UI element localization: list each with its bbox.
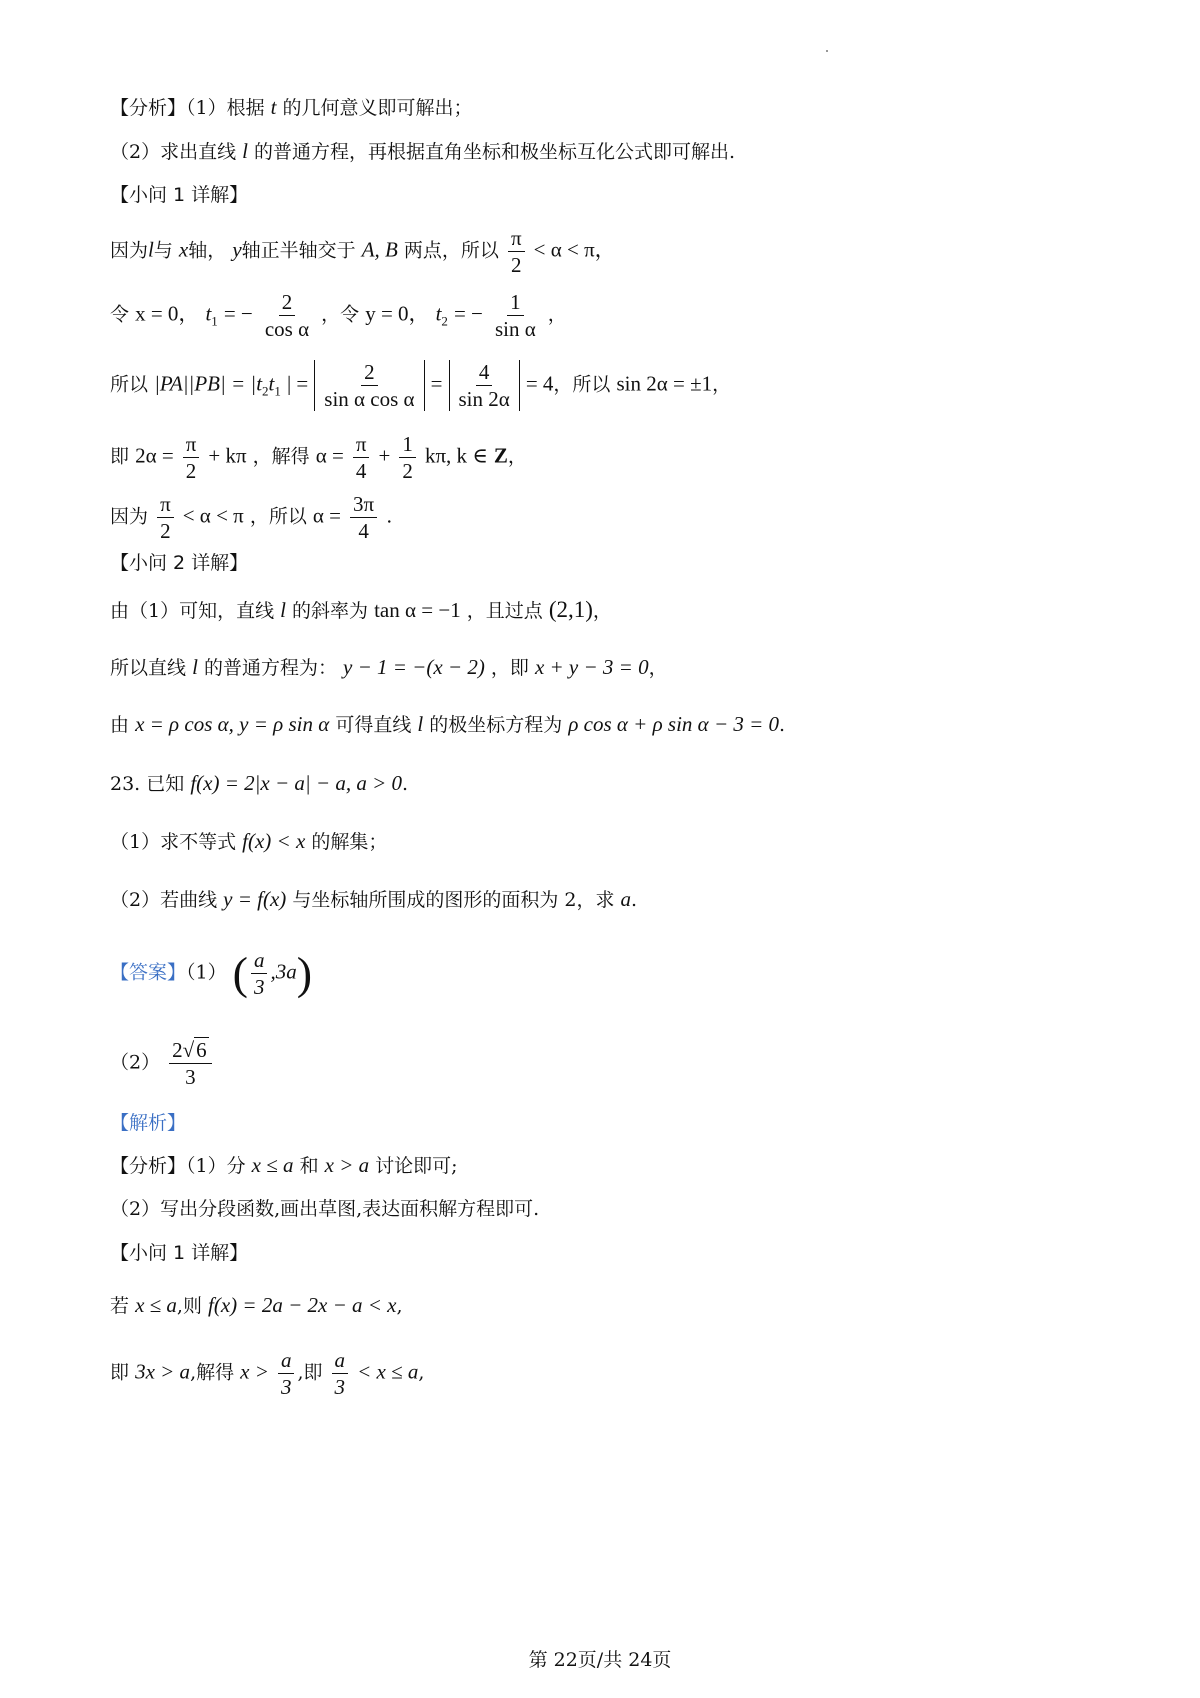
analysis-line-1 — [110, 92, 473, 123]
text: ， — [547, 303, 567, 326]
math-expr: x = 0， — [135, 301, 200, 326]
text: 与 — [153, 239, 173, 262]
text: ，解得 — [252, 445, 310, 468]
math-t: t — [435, 301, 442, 326]
text: ,解得 — [190, 1361, 235, 1384]
math-x: x — [178, 237, 189, 262]
math-t: t — [268, 371, 275, 396]
radicand: 6 — [196, 1038, 207, 1062]
text: . — [779, 714, 786, 736]
text: （1）求不等式 — [110, 831, 237, 853]
denominator: 3 — [185, 1065, 196, 1090]
math-expr: α = — [315, 443, 344, 468]
text: ， — [648, 657, 668, 679]
denominator: 4 — [355, 459, 367, 484]
denominator: cos α — [264, 317, 310, 342]
numerator: 3π — [350, 492, 377, 518]
fraction — [456, 360, 513, 411]
math-a: a — [620, 887, 632, 911]
text: 与坐标轴所围成的图形的面积为 2，求 — [292, 889, 615, 911]
analysis2-line-2: （2）写出分段函数,画出草图,表达面积解方程即可. — [110, 1198, 540, 1220]
subscript: 2 — [441, 313, 448, 329]
text: 轴正半轴交于 — [241, 239, 356, 262]
fraction — [169, 1038, 212, 1089]
math-expr: sin 2α = ±1 — [616, 371, 713, 396]
analysis-tag: 【分析】 — [110, 97, 187, 119]
math-expr: = 4 — [525, 371, 554, 396]
text: . — [631, 889, 638, 911]
text: ，即 — [490, 657, 529, 679]
denominator: sin 2α — [458, 387, 510, 412]
math-expr: x > a — [324, 1153, 370, 1177]
math-expr: < α < π — [182, 503, 244, 528]
math-expr: 3x > a — [135, 1359, 191, 1384]
scan-dot — [826, 50, 828, 52]
fraction — [508, 226, 525, 277]
subquestion-2-heading: 【小问 2 详解】 — [110, 552, 249, 574]
solution-line-4 — [110, 226, 616, 277]
solution-line-10 — [110, 595, 612, 626]
coef: 2 — [172, 1038, 183, 1062]
math-expr: f(x) < x — [242, 829, 306, 853]
subscript: 1 — [274, 383, 281, 399]
math-expr: f(x) = 2a − 2x − a < x — [208, 1293, 397, 1317]
numerator: 2√6 — [169, 1038, 212, 1064]
text: （2）求出直线 — [110, 141, 237, 163]
text: . — [402, 773, 409, 795]
math-expr: x = ρ cos α, y = ρ sin α — [135, 712, 330, 736]
fraction — [350, 492, 377, 543]
right-paren: ) — [296, 947, 313, 999]
text: 可得直线 — [335, 714, 412, 736]
math-expr: = − — [223, 301, 253, 326]
text: 若 — [110, 1295, 130, 1317]
numerator: π — [353, 432, 370, 458]
solution-line-7 — [110, 432, 527, 483]
numerator: 4 — [476, 360, 493, 386]
text: 所以 — [110, 373, 149, 396]
math-ab: A, B — [361, 237, 398, 262]
subquestion-1-heading-b: 【小问 1 详解】 — [110, 1242, 249, 1264]
denominator: 4 — [358, 519, 369, 544]
denominator: 2 — [185, 459, 197, 484]
text: , — [396, 1295, 403, 1317]
denominator: 2 — [402, 459, 413, 484]
numerator: π — [157, 492, 174, 518]
numerator: π — [508, 226, 525, 252]
numerator: 2 — [361, 360, 378, 386]
math-expr: + kπ — [208, 443, 247, 468]
text: ， — [507, 445, 527, 468]
numerator: 2 — [279, 290, 296, 316]
text: 的普通方程为： — [203, 657, 337, 679]
text: （2） — [110, 1051, 161, 1074]
fraction — [321, 360, 417, 411]
text: 令 — [110, 303, 130, 326]
math-expr: ρ cos α + ρ sin α − 3 = 0 — [568, 712, 780, 736]
text: 两点，所以 — [403, 239, 499, 262]
text: 由 — [110, 714, 130, 736]
solution-line-6 — [110, 360, 731, 411]
math-expr: 2α = — [135, 443, 174, 468]
subscript: 1 — [211, 313, 218, 329]
text: ，所以 — [249, 505, 307, 528]
math-expr: < α < π， — [533, 237, 616, 262]
math-expr: x + y − 3 = 0 — [534, 655, 649, 679]
text: 和 — [299, 1155, 319, 1177]
math-expr: α = — [312, 503, 341, 528]
fraction — [332, 1348, 349, 1399]
answer-line-1 — [110, 948, 312, 999]
math-expr: |PA||PB| = |t — [154, 371, 263, 396]
math-l: l — [148, 237, 154, 262]
math-expr: x > — [240, 1359, 269, 1384]
page-footer: 第 22页/共 24页 — [528, 1649, 672, 1671]
question-23-part-1 — [110, 826, 387, 857]
math-t: t — [205, 301, 212, 326]
text: ，且过点 — [466, 600, 543, 622]
text: . — [386, 505, 393, 528]
text: 的几何意义即可解出； — [282, 97, 473, 119]
numerator: 1 — [507, 290, 524, 316]
text: ,则 — [176, 1295, 202, 1317]
math-expr: f(x) = 2|x − a| − a, a > 0 — [190, 771, 403, 795]
solution2-line-1 — [110, 1290, 403, 1321]
denominator: 3 — [334, 1375, 346, 1400]
fraction — [157, 492, 174, 543]
solution2-line-2 — [110, 1348, 424, 1399]
denominator: 2 — [511, 253, 522, 278]
analysis2-line-1 — [110, 1150, 458, 1181]
text: （2）若曲线 — [110, 889, 218, 911]
numerator: π — [183, 432, 200, 458]
analysis-tag: 【分析】 — [110, 1155, 187, 1177]
math-expr: | = — [286, 371, 309, 396]
text: 即 — [110, 445, 130, 468]
fraction — [353, 432, 370, 483]
text: 的斜率为 — [292, 600, 369, 622]
denominator: 3 — [253, 975, 265, 1000]
math-l: l — [280, 598, 286, 622]
math-expr: < x ≤ a — [357, 1359, 419, 1384]
fraction — [251, 948, 268, 999]
text: ， — [592, 600, 612, 622]
analysis-line-2 — [110, 136, 735, 167]
subscript: 2 — [262, 383, 269, 399]
numerator: 1 — [399, 432, 416, 458]
fraction — [399, 432, 416, 483]
text: ， — [712, 373, 732, 396]
question-23-part-2 — [110, 884, 637, 915]
question-23-stem — [110, 768, 408, 799]
math-l: l — [192, 655, 198, 679]
solution-line-8 — [110, 492, 392, 543]
absolute-value — [314, 360, 424, 411]
math-expr: x ≤ a — [251, 1153, 294, 1177]
math-point: (2,1) — [548, 597, 593, 622]
explanation-tag: 【解析】 — [110, 1112, 187, 1134]
text: 由（1）可知，直线 — [110, 600, 275, 622]
math-expr: x ≤ a — [135, 1293, 177, 1317]
fraction — [262, 290, 312, 341]
text: , — [418, 1361, 425, 1384]
math-y: y — [232, 237, 242, 262]
denominator: sin α cos α — [324, 387, 415, 412]
text: 的极坐标方程为 — [429, 714, 563, 736]
math-expr: tan α = −1 — [374, 598, 461, 622]
text: ，令 — [321, 303, 360, 326]
numerator: a — [251, 948, 268, 974]
text: （1） — [186, 961, 227, 984]
text: 因为 — [110, 239, 149, 262]
solution-line-11 — [110, 652, 668, 683]
denominator: 3 — [280, 1375, 292, 1400]
left-paren: ( — [232, 947, 248, 999]
math-expr: = — [430, 371, 443, 396]
denominator: sin α — [494, 317, 536, 342]
numerator: a — [332, 1348, 349, 1374]
math-expr: y − 1 = −(x − 2) — [343, 655, 485, 679]
subquestion-1-heading: 【小问 1 详解】 — [110, 184, 249, 206]
math-expr: y = 0， — [365, 301, 430, 326]
numerator: a — [278, 1348, 295, 1374]
text: 所以直线 — [110, 657, 187, 679]
answer-line-2 — [110, 1038, 215, 1089]
math-expr: ,3a — [270, 959, 297, 984]
denominator: 2 — [160, 519, 171, 544]
fraction — [278, 1348, 295, 1399]
text: 因为 — [110, 505, 149, 528]
integer-set: Z — [493, 443, 508, 468]
text: 的普通方程，再根据直角坐标和极坐标互化公式即可解出. — [254, 141, 736, 163]
absolute-value — [449, 360, 520, 411]
math-expr: kπ, k ∈ — [424, 443, 488, 468]
math-expr: + — [378, 443, 391, 468]
text: 23. 已知 — [110, 773, 185, 795]
text: ，所以 — [553, 373, 611, 396]
math-l: l — [242, 139, 248, 163]
math-t: t — [270, 95, 277, 119]
solution-line-12 — [110, 709, 785, 740]
text: 即 — [110, 1361, 130, 1384]
math-l: l — [417, 712, 424, 736]
text: （1）分 — [186, 1155, 246, 1177]
fraction — [492, 290, 539, 341]
answer-tag: 【答案】 — [110, 961, 187, 984]
math-expr: = − — [453, 301, 483, 326]
text: （1）根据 — [186, 97, 265, 119]
text: ,即 — [297, 1361, 323, 1384]
text: 讨论即可; — [375, 1155, 458, 1177]
fraction — [183, 432, 200, 483]
text: 的解集； — [311, 831, 388, 853]
solution-line-5 — [110, 290, 567, 341]
text: 轴， — [188, 239, 227, 262]
math-expr: y = f(x) — [223, 887, 287, 911]
